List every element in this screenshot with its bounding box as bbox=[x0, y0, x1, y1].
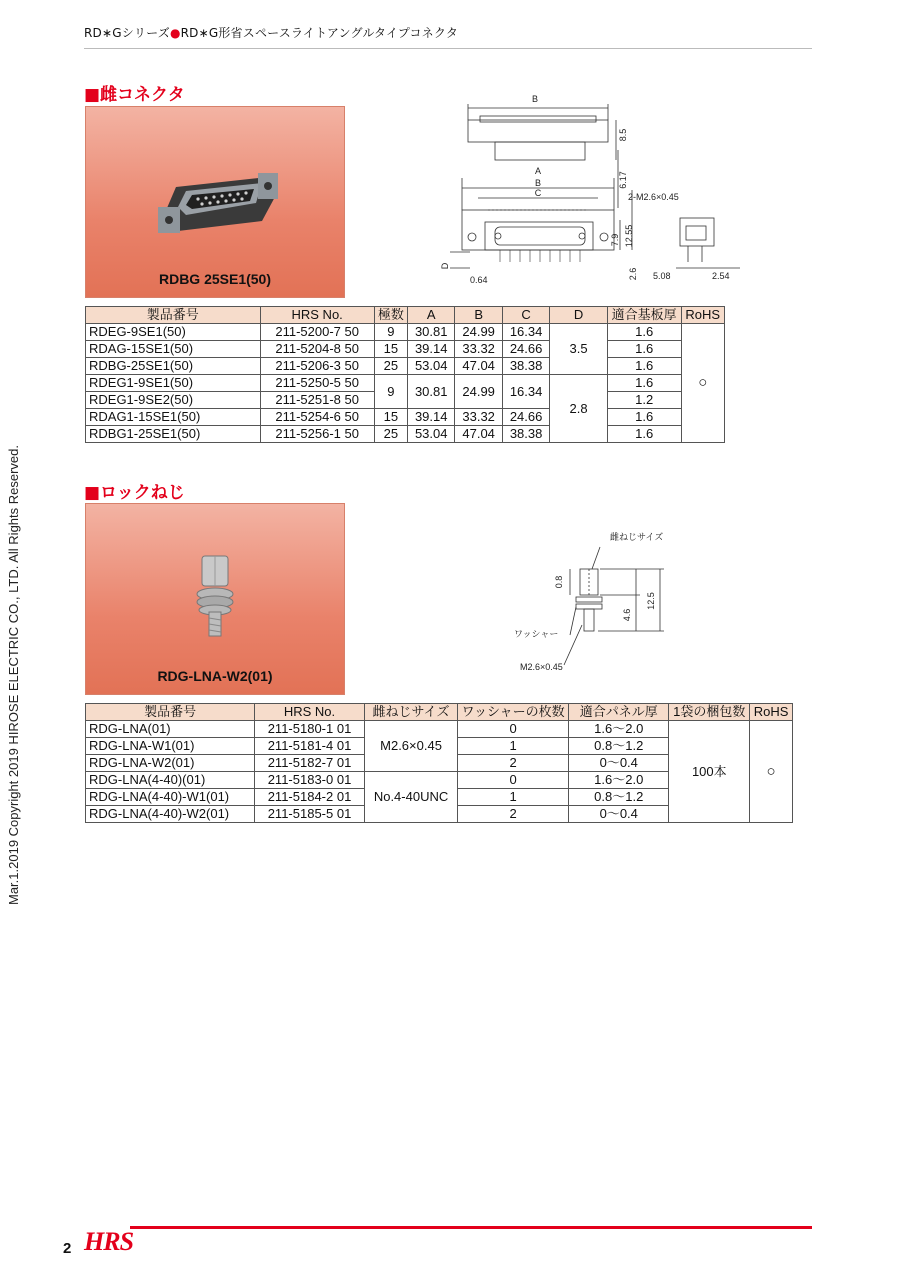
cell-b: 33.32 bbox=[455, 409, 502, 426]
cell-rohs: ○ bbox=[750, 721, 793, 823]
cell-part: RDAG-15SE1(50) bbox=[86, 341, 261, 358]
col-rohs: RoHS bbox=[750, 704, 793, 721]
cell-c: 38.38 bbox=[502, 358, 549, 375]
cell-c: 16.34 bbox=[502, 375, 549, 409]
cell-thickness: 1.6 bbox=[607, 324, 681, 341]
col-pack-qty: 1袋の梱包数 bbox=[669, 704, 750, 721]
cell-hrs: 211-5181-4 01 bbox=[255, 738, 365, 755]
cell-part: RDG-LNA(4-40)-W1(01) bbox=[86, 789, 255, 806]
cell-hrs: 211-5254-6 50 bbox=[260, 409, 374, 426]
cell-thickness: 1.6 bbox=[607, 426, 681, 443]
cell-contacts: 15 bbox=[374, 341, 407, 358]
dim-4-6-label: 4.6 bbox=[622, 608, 632, 622]
cell-panel: 1.6〜2.0 bbox=[569, 721, 669, 738]
col-hrs-no: HRS No. bbox=[260, 307, 374, 324]
page-header bbox=[84, 24, 458, 41]
cell-thickness: 1.6 bbox=[607, 409, 681, 426]
cell-hrs: 211-5251-8 50 bbox=[260, 392, 374, 409]
col-part-number: 製品番号 bbox=[86, 307, 261, 324]
screw-spec-label: M2.6×0.45 bbox=[520, 662, 563, 672]
cell-part: RDG-LNA-W1(01) bbox=[86, 738, 255, 755]
cell-panel: 0.8〜1.2 bbox=[569, 738, 669, 755]
cell-part: RDEG1-9SE2(50) bbox=[86, 392, 261, 409]
cell-panel: 1.6〜2.0 bbox=[569, 772, 669, 789]
cell-c: 24.66 bbox=[502, 409, 549, 426]
product-photo-receptacle bbox=[85, 106, 345, 298]
cell-a: 53.04 bbox=[408, 426, 455, 443]
dim-b-label: B bbox=[534, 178, 542, 188]
cell-part: RDG-LNA-W2(01) bbox=[86, 755, 255, 772]
cell-part: RDBG1-25SE1(50) bbox=[86, 426, 261, 443]
cell-washers: 1 bbox=[458, 738, 569, 755]
col-hrs-no: HRS No. bbox=[255, 704, 365, 721]
cell-d: 2.8 bbox=[550, 375, 608, 443]
cell-contacts: 25 bbox=[374, 358, 407, 375]
cell-part: RDBG-25SE1(50) bbox=[86, 358, 261, 375]
cell-panel: 0〜0.4 bbox=[569, 806, 669, 823]
dim-6-17-label: 6.17 bbox=[618, 171, 628, 189]
cell-contacts: 9 bbox=[374, 375, 407, 409]
header-series: RD∗Gシリーズ bbox=[84, 26, 170, 40]
cell-washers: 1 bbox=[458, 789, 569, 806]
cell-a: 39.14 bbox=[408, 409, 455, 426]
table-row bbox=[86, 324, 725, 341]
cell-hrs: 211-5184-2 01 bbox=[255, 789, 365, 806]
cell-hrs: 211-5250-5 50 bbox=[260, 375, 374, 392]
cell-hrs: 211-5180-1 01 bbox=[255, 721, 365, 738]
col-a: A bbox=[408, 307, 455, 324]
cell-washers: 2 bbox=[458, 806, 569, 823]
dim-b-top-label: B bbox=[531, 94, 539, 104]
dim-c-label: C bbox=[534, 188, 542, 198]
cell-hrs: 211-5182-7 01 bbox=[255, 755, 365, 772]
cell-part: RDG-LNA(01) bbox=[86, 721, 255, 738]
cell-a: 30.81 bbox=[408, 375, 455, 409]
col-contacts: 極数 bbox=[374, 307, 407, 324]
section-title-receptacle: ■雌コネクタ bbox=[84, 85, 185, 105]
cell-b: 33.32 bbox=[455, 341, 502, 358]
photo-caption-lock-screw: RDG-LNA-W2(01) bbox=[157, 668, 273, 684]
cell-part: RDG-LNA(4-40)-W2(01) bbox=[86, 806, 255, 823]
cell-contacts: 25 bbox=[374, 426, 407, 443]
cell-hrs: 211-5206-3 50 bbox=[260, 358, 374, 375]
cell-b: 24.99 bbox=[455, 324, 502, 341]
dim-2-54-label: 2.54 bbox=[712, 271, 730, 281]
cell-thickness: 1.6 bbox=[607, 375, 681, 392]
table-row bbox=[86, 341, 725, 358]
table-row bbox=[86, 721, 793, 738]
cell-b: 47.04 bbox=[455, 426, 502, 443]
dim-0-64-label: 0.64 bbox=[470, 275, 488, 285]
cell-a: 30.81 bbox=[408, 324, 455, 341]
cell-part: RDAG1-15SE1(50) bbox=[86, 409, 261, 426]
col-panel-thickness: 適合パネル厚 bbox=[569, 704, 669, 721]
photo-caption-receptacle: RDBG 25SE1(50) bbox=[158, 271, 272, 287]
dim-8-5-label: 8.5 bbox=[618, 128, 628, 142]
col-c: C bbox=[502, 307, 549, 324]
cell-panel: 0〜0.4 bbox=[569, 755, 669, 772]
cell-washers: 0 bbox=[458, 721, 569, 738]
cell-thickness: 1.2 bbox=[607, 392, 681, 409]
hrs-logo: HRS bbox=[84, 1227, 134, 1256]
cell-b: 47.04 bbox=[455, 358, 502, 375]
cell-part: RDEG1-9SE1(50) bbox=[86, 375, 261, 392]
header-subtitle: RD∗G形省スペースライトアングルタイプコネクタ bbox=[180, 26, 459, 40]
cell-c: 24.66 bbox=[502, 341, 549, 358]
cell-panel: 0.8〜1.2 bbox=[569, 789, 669, 806]
table-header-row bbox=[86, 307, 725, 324]
dim-0-8-label: 0.8 bbox=[554, 575, 564, 589]
col-d: D bbox=[550, 307, 608, 324]
cell-thread: M2.6×0.45 bbox=[364, 721, 457, 772]
col-washer-count: ワッシャーの枚数 bbox=[458, 704, 569, 721]
header-dot: ● bbox=[169, 26, 181, 40]
cell-thread: No.4-40UNC bbox=[364, 772, 457, 823]
cell-hrs: 211-5185-5 01 bbox=[255, 806, 365, 823]
col-thread-size: 雌ねじサイズ bbox=[364, 704, 457, 721]
col-rohs: RoHS bbox=[681, 307, 724, 324]
cell-d: 3.5 bbox=[550, 324, 608, 375]
cell-part: RDG-LNA(4-40)(01) bbox=[86, 772, 255, 789]
dim-12-5-label: 12.5 bbox=[646, 592, 656, 610]
dim-d-label: D bbox=[440, 262, 450, 270]
page-number: 2 bbox=[63, 1240, 72, 1257]
connector-photo-illustration bbox=[86, 107, 344, 267]
product-photo-lock-screw bbox=[85, 503, 345, 695]
cell-c: 16.34 bbox=[502, 324, 549, 341]
table-row bbox=[86, 358, 725, 375]
receptacle-spec-table bbox=[85, 306, 725, 443]
cell-c: 38.38 bbox=[502, 426, 549, 443]
cell-contacts: 9 bbox=[374, 324, 407, 341]
dim-12-55-label: 12.55 bbox=[624, 224, 634, 248]
receptacle-dimension-drawing bbox=[440, 90, 760, 295]
cell-hrs: 211-5256-1 50 bbox=[260, 426, 374, 443]
cell-a: 39.14 bbox=[408, 341, 455, 358]
cell-washers: 2 bbox=[458, 755, 569, 772]
section-title-lock-screw: ■ロックねじ bbox=[84, 483, 185, 503]
cell-contacts: 15 bbox=[374, 409, 407, 426]
table-row bbox=[86, 409, 725, 426]
col-b: B bbox=[455, 307, 502, 324]
cell-rohs: ○ bbox=[681, 324, 724, 443]
col-board-thickness: 適合基板厚 bbox=[607, 307, 681, 324]
lock-screw-photo-illustration bbox=[86, 504, 344, 664]
lock-screw-dimension-drawing bbox=[500, 525, 700, 680]
table-header-row bbox=[86, 704, 793, 721]
cell-part: RDEG-9SE1(50) bbox=[86, 324, 261, 341]
lock-screw-spec-table bbox=[85, 703, 793, 823]
washer-label: ワッシャー bbox=[514, 629, 559, 639]
dim-screw-label: 2-M2.6×0.45 bbox=[628, 192, 679, 202]
footer-rule bbox=[130, 1226, 812, 1229]
cell-washers: 0 bbox=[458, 772, 569, 789]
header-rule bbox=[84, 48, 812, 49]
cell-pack: 100本 bbox=[669, 721, 750, 823]
cell-hrs: 211-5200-7 50 bbox=[260, 324, 374, 341]
dim-5-08-label: 5.08 bbox=[653, 271, 671, 281]
table-row bbox=[86, 426, 725, 443]
cell-hrs: 211-5204-8 50 bbox=[260, 341, 374, 358]
copyright-vertical: Mar.1.2019 Copyright 2019 HIROSE ELECTRIC CO., LTD. All Rights Reserved. bbox=[6, 445, 21, 905]
dim-7-9-label: 7.9 bbox=[610, 233, 620, 247]
cell-thickness: 1.6 bbox=[607, 358, 681, 375]
cell-a: 53.04 bbox=[408, 358, 455, 375]
col-part-number: 製品番号 bbox=[86, 704, 255, 721]
dim-2-6-label: 2.6 bbox=[628, 267, 638, 281]
table-row bbox=[86, 375, 725, 392]
thread-size-label: 雌ねじサイズ bbox=[610, 532, 664, 542]
cell-thickness: 1.6 bbox=[607, 341, 681, 358]
cell-hrs: 211-5183-0 01 bbox=[255, 772, 365, 789]
dim-a-label: A bbox=[534, 166, 542, 176]
cell-b: 24.99 bbox=[455, 375, 502, 409]
